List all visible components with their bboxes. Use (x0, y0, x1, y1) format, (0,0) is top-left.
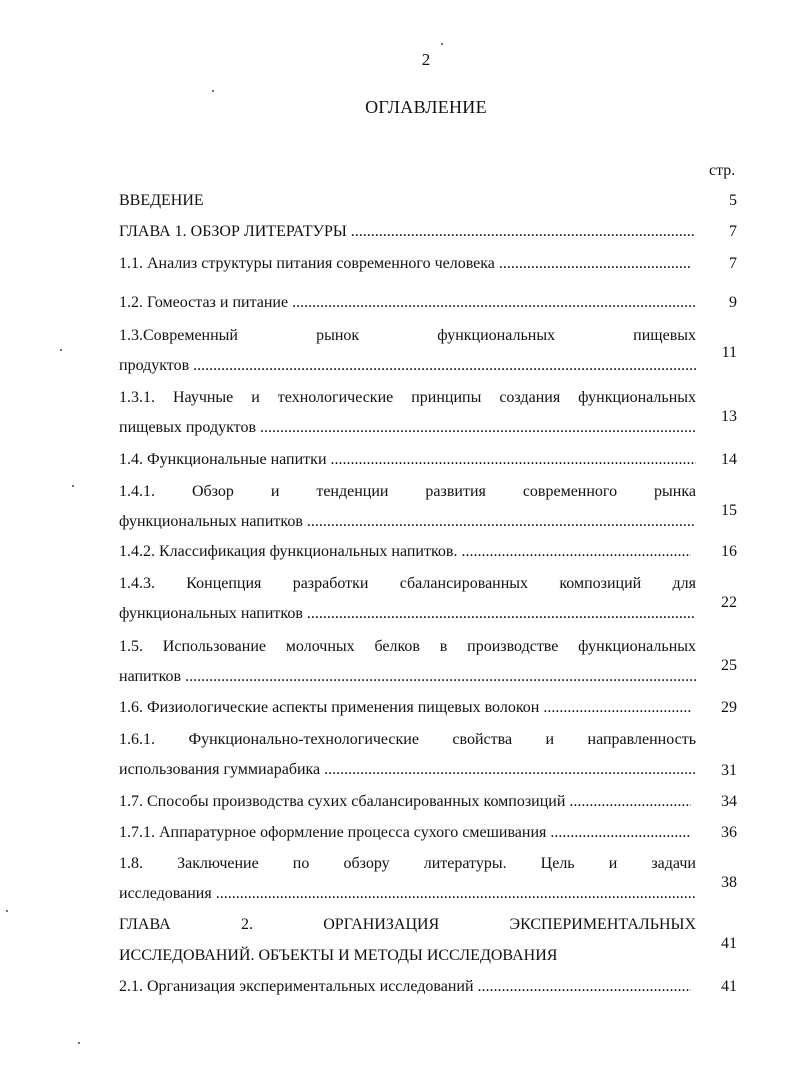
toc-entry-title-continued: использования гуммиарабика ..... (119, 757, 696, 782)
toc-entry-title: 1.6.1. Функционально-технологические свойства и направленность (119, 731, 696, 748)
toc-entry-1-5 (119, 634, 739, 689)
scan-speck (441, 43, 443, 45)
toc-entry-title-continued: напитков ..... (119, 664, 696, 689)
page-number: 2 (421, 50, 431, 69)
toc-entry-page: 36 (721, 824, 737, 841)
toc-entry-1-3-1 (119, 385, 739, 440)
toc-entry-1-4-1 (119, 479, 739, 534)
toc-entry-page: 41 (721, 978, 737, 995)
toc-entry-1-4-2 (119, 539, 739, 564)
toc-entry-title: ВВЕДЕНИЕ (119, 192, 204, 209)
toc-entry-1-6-1 (119, 727, 739, 782)
toc-entry-page: 11 (721, 344, 737, 361)
toc-entry-title: 1.1. Анализ структуры питания современного человека ..... (119, 251, 691, 276)
toc-entry-page: 16 (721, 543, 737, 560)
toc-entry-1-8 (119, 851, 739, 906)
toc-entry-1-4 (119, 447, 739, 472)
toc-entry-title: 1.4.1. Обзор и тенденции развития современного рынка (119, 483, 696, 500)
scan-speck (6, 910, 8, 912)
scan-speck (72, 485, 74, 487)
page-title: ОГЛАВЛЕНИЕ (365, 97, 487, 117)
toc-entry-title: 1.8. Заключение по обзору литературы. Цель и задачи (119, 855, 696, 872)
toc-entry-page: 14 (721, 451, 737, 468)
toc-entry-page: 7 (729, 255, 737, 272)
toc-entry-page: 15 (721, 502, 737, 519)
toc-entry-title: ГЛАВА 2. ОРГАНИЗАЦИЯ ЭКСПЕРИМЕНТАЛЬНЫХ (119, 916, 696, 933)
toc-entry-page: 34 (721, 793, 737, 810)
toc-entry-title: ГЛАВА 1. ОБЗОР ЛИТЕРАТУРЫ ..... (119, 219, 696, 244)
toc-entry-page: 38 (721, 874, 737, 891)
scan-speck (60, 349, 62, 351)
toc-entry-title: 1.7.1. Аппаратурное оформление процесса сухого смешивания ..... (119, 820, 691, 845)
toc-entry-title: 1.6. Физиологические аспекты применения пищевых волокон ..... (119, 695, 691, 720)
toc-entry-page: 22 (721, 594, 737, 611)
toc-entry-title: 1.4. Функциональные напитки ..... (119, 447, 696, 472)
toc-entry-chapter-2 (119, 912, 739, 968)
scan-speck (212, 90, 214, 92)
toc-entry-page: 5 (729, 192, 737, 209)
toc-entry-1-2 (119, 290, 739, 315)
toc-entry-title: 1.5. Использование молочных белков в производстве функциональных (119, 638, 696, 655)
toc-entry-page: 13 (721, 408, 737, 425)
toc-entry-1-7 (119, 789, 739, 814)
toc-entry-title: 1.4.3. Концепция разработки сбалансированных композиций для (119, 575, 696, 592)
toc-entry-page: 31 (721, 762, 737, 779)
toc-entry-1-3 (119, 323, 739, 378)
toc-entry-1-6 (119, 695, 739, 720)
toc-entry-page: 25 (721, 657, 737, 674)
toc-entry-title-continued: ИССЛЕДОВАНИЙ. ОБЪЕКТЫ И МЕТОДЫ ИССЛЕДОВАНИЯ (119, 947, 558, 964)
toc-entry-chapter-1 (119, 219, 739, 244)
toc-entry-page: 9 (729, 294, 737, 311)
toc-entry-page: 29 (721, 699, 737, 716)
toc-entry-1-4-3 (119, 571, 739, 626)
toc-entry-title-continued: исследования ..... (119, 881, 696, 906)
toc-entry-title-continued: продуктов ..... (119, 353, 696, 378)
toc-entry-title: 1.4.2. Классификация функциональных напитков. ..... (119, 539, 691, 564)
toc-entry-2-1 (119, 974, 739, 999)
toc-entry-title-continued: функциональных напитков ..... (119, 601, 696, 626)
toc-entry-title: 1.3.1. Научные и технологические принципы создания функциональных (119, 389, 696, 406)
toc-entry-1-7-1 (119, 820, 739, 845)
toc-entry-title: 2.1. Организация экспериментальных исследований ..... (119, 974, 691, 999)
toc-entry-page: 7 (729, 223, 737, 240)
page-column-label: стр. (709, 162, 736, 179)
toc-entry-title-continued: функциональных напитков ..... (119, 509, 696, 534)
scan-speck (78, 1042, 80, 1044)
toc-entry-page: 41 (721, 935, 737, 952)
toc-entry-title-continued: пищевых продуктов ..... (119, 415, 696, 440)
toc-entry-title: 1.3.Современный рынок функциональных пищевых (119, 327, 696, 344)
toc-entry-1-1 (119, 251, 739, 276)
toc-entry-introduction (119, 188, 739, 213)
toc-entry-title: 1.2. Гомеостаз и питание ..... (119, 290, 696, 315)
toc-entry-title: 1.7. Способы производства сухих сбалансированных композиций ..... (119, 789, 691, 814)
